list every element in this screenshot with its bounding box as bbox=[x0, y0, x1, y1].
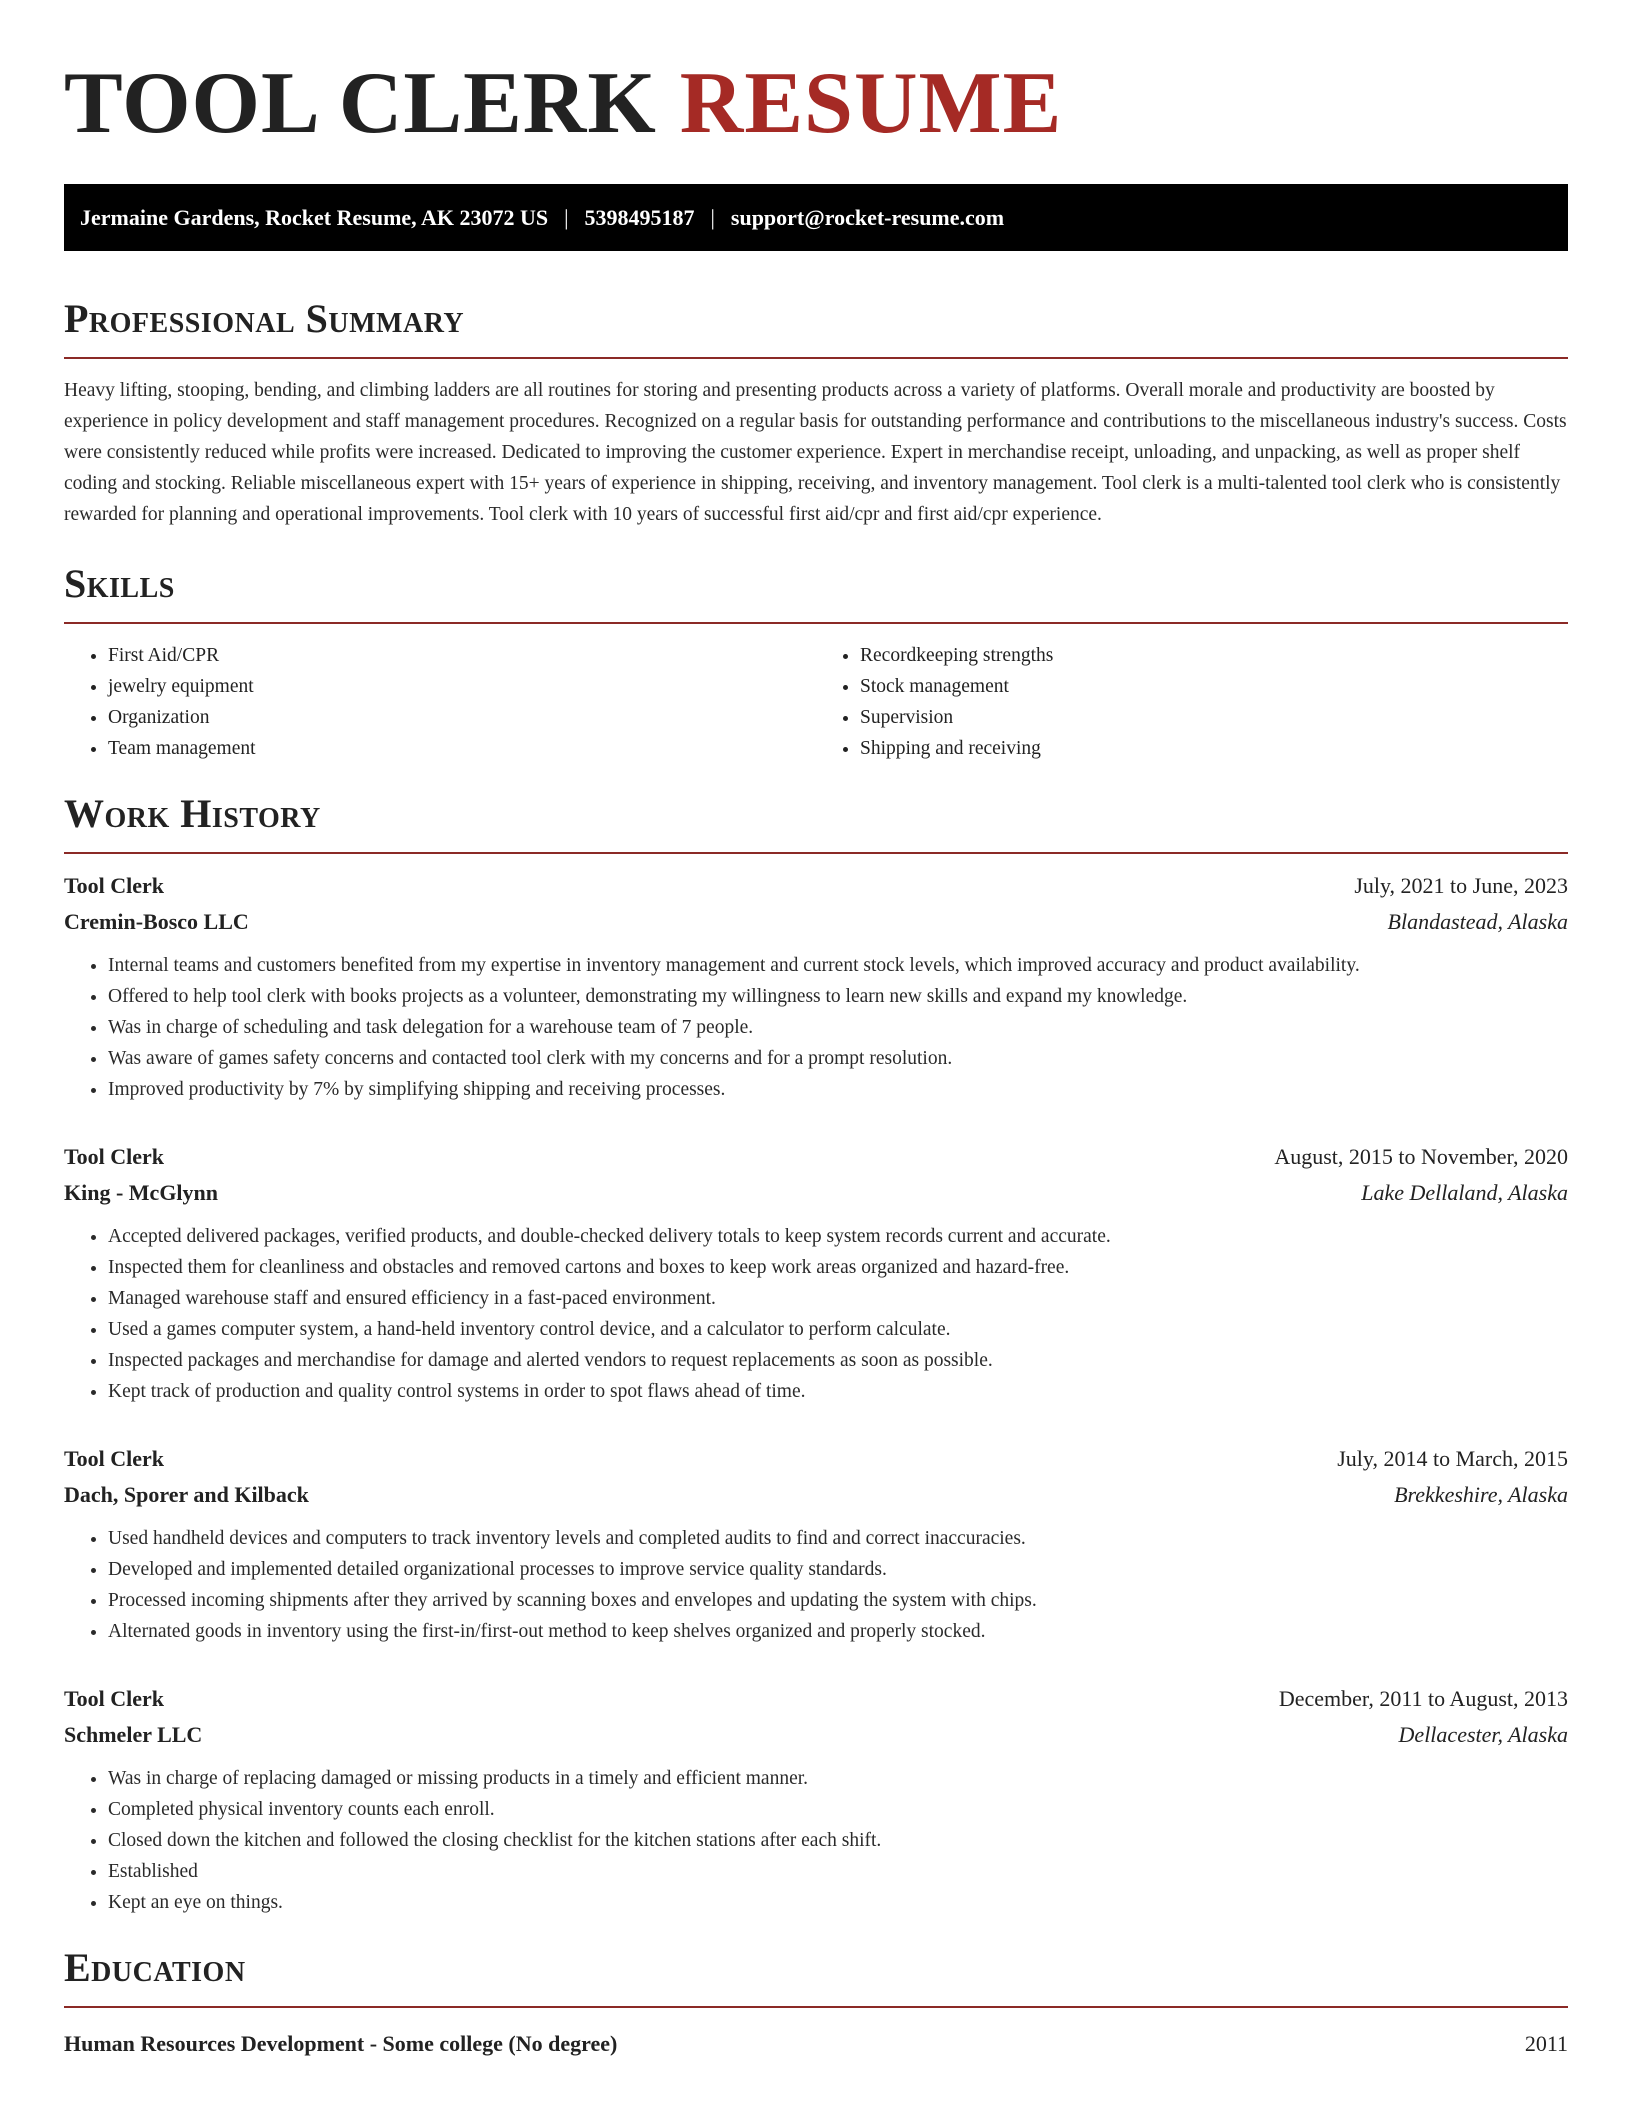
job-duty: • Was aware of games safety concerns and contacted tool clerk with my concerns and for a prompt resolution. bbox=[108, 1043, 1568, 1074]
job-duty: • Was in charge of scheduling and task delegation for a warehouse team of 7 people. bbox=[108, 1012, 1568, 1043]
job-duty: • Used a games computer system, a hand-held inventory control device, and a calculator to perform calculate. bbox=[108, 1314, 1568, 1345]
job-duty: • Closed down the kitchen and followed the closing checklist for the kitchen stations after each shift. bbox=[108, 1825, 1568, 1856]
job-duty: • Improved productivity by 7% by simplifying shipping and receiving processes. bbox=[108, 1074, 1568, 1105]
education-entry bbox=[64, 2026, 1568, 2062]
job-location: Brekkeshire, Alaska bbox=[1394, 1482, 1568, 1507]
job-duty: • Alternated goods in inventory using the first-in/first-out method to keep shelves organized and properly stocked. bbox=[108, 1616, 1568, 1647]
job-entry bbox=[64, 868, 1568, 1105]
contact-separator: | bbox=[564, 204, 569, 230]
job-duties bbox=[64, 1523, 1568, 1647]
job-title: Tool Clerk bbox=[64, 1446, 165, 1471]
job-company: King - McGlynn bbox=[64, 1180, 219, 1205]
contact-email: support@rocket-resume.com bbox=[730, 204, 1005, 230]
job-entry bbox=[64, 1441, 1568, 1647]
job-location: Dellacester, Alaska bbox=[1398, 1722, 1568, 1747]
job-company: Cremin-Bosco LLC bbox=[64, 909, 249, 934]
job-location: Lake Dellaland, Alaska bbox=[1361, 1180, 1568, 1205]
job-title: Tool Clerk bbox=[64, 1686, 165, 1711]
work-history-section bbox=[64, 791, 1568, 1918]
skill-item: • Shipping and receiving bbox=[860, 733, 1568, 764]
job-duty: • Kept an eye on things. bbox=[108, 1887, 1568, 1918]
skill-item: • First Aid/CPR bbox=[108, 640, 816, 671]
section-divider bbox=[64, 622, 1568, 624]
contact-separator: | bbox=[710, 204, 715, 230]
job-entry bbox=[64, 1681, 1568, 1918]
skills-section bbox=[64, 561, 1568, 764]
skill-item: • Organization bbox=[108, 702, 816, 733]
job-header bbox=[64, 1681, 1568, 1717]
job-subheader bbox=[64, 904, 1568, 940]
education-section bbox=[64, 1945, 1568, 2062]
job-header bbox=[64, 1441, 1568, 1477]
contact-address: Jermaine Gardens, Rocket Resume, AK 23072 US bbox=[80, 204, 549, 230]
job-duty: • Offered to help tool clerk with books projects as a volunteer, demonstrating my willingness to learn new skills and expand my knowledge. bbox=[108, 981, 1568, 1012]
job-duties bbox=[64, 1221, 1568, 1407]
title-role: TOOL CLERK bbox=[64, 55, 657, 152]
job-duties bbox=[64, 950, 1568, 1105]
job-company: Schmeler LLC bbox=[64, 1722, 203, 1747]
job-duty: • Was in charge of replacing damaged or missing products in a timely and efficient manner. bbox=[108, 1763, 1568, 1794]
job-entry bbox=[64, 1139, 1568, 1407]
work-history-heading: Work History bbox=[64, 791, 321, 836]
job-dates: July, 2014 to March, 2015 bbox=[1337, 1446, 1568, 1471]
job-duty: • Kept track of production and quality control systems in order to spot flaws ahead of time. bbox=[108, 1376, 1568, 1407]
job-company: Dach, Sporer and Kilback bbox=[64, 1482, 309, 1507]
job-duty: • Developed and implemented detailed organizational processes to improve service quality standards. bbox=[108, 1554, 1568, 1585]
job-dates: July, 2021 to June, 2023 bbox=[1354, 873, 1568, 898]
job-duty: • Completed physical inventory counts each enroll. bbox=[108, 1794, 1568, 1825]
job-duty: • Managed warehouse staff and ensured efficiency in a fast-paced environment. bbox=[108, 1283, 1568, 1314]
job-location: Blandastead, Alaska bbox=[1387, 909, 1568, 934]
job-duty: • Internal teams and customers benefited from my expertise in inventory management and current stock levels, which improved accuracy and product availability. bbox=[108, 950, 1568, 981]
resume-title bbox=[64, 55, 1568, 152]
education-year: 2011 bbox=[1524, 2031, 1568, 2056]
skill-item: • Recordkeeping strengths bbox=[860, 640, 1568, 671]
contact-bar bbox=[64, 184, 1568, 251]
job-duty: • Accepted delivered packages, verified products, and double-checked delivery totals to keep system records current and accurate. bbox=[108, 1221, 1568, 1252]
education-heading: Education bbox=[64, 1945, 246, 1990]
skill-item: • Supervision bbox=[860, 702, 1568, 733]
job-duty: • Inspected them for cleanliness and obstacles and removed cartons and boxes to keep work areas organized and hazard-free. bbox=[108, 1252, 1568, 1283]
skill-item: • Stock management bbox=[860, 671, 1568, 702]
job-header bbox=[64, 868, 1568, 904]
skills-list bbox=[64, 640, 1568, 764]
skills-heading: Skills bbox=[64, 561, 175, 606]
section-divider bbox=[64, 357, 1568, 359]
job-header bbox=[64, 1139, 1568, 1175]
job-dates: December, 2011 to August, 2013 bbox=[1278, 1686, 1568, 1711]
section-divider bbox=[64, 852, 1568, 854]
job-subheader bbox=[64, 1717, 1568, 1753]
education-degree: Human Resources Development - Some college (No degree) bbox=[64, 2031, 618, 2056]
job-duty: • Processed incoming shipments after they arrived by scanning boxes and envelopes and updating the system with chips. bbox=[108, 1585, 1568, 1616]
title-resume-word: RESUME bbox=[679, 55, 1063, 152]
skills-column-right bbox=[816, 640, 1568, 764]
skill-item: • jewelry equipment bbox=[108, 671, 816, 702]
summary-heading: Professional Summary bbox=[64, 296, 465, 341]
job-title: Tool Clerk bbox=[64, 1144, 165, 1169]
summary-section bbox=[64, 296, 1568, 530]
contact-phone: 5398495187 bbox=[584, 204, 695, 230]
job-duties bbox=[64, 1763, 1568, 1918]
skill-item: • Team management bbox=[108, 733, 816, 764]
job-duty: • Used handheld devices and computers to track inventory levels and completed audits to find and correct inaccuracies. bbox=[108, 1523, 1568, 1554]
job-duty: • Established bbox=[108, 1856, 1568, 1887]
job-subheader bbox=[64, 1477, 1568, 1513]
job-subheader bbox=[64, 1175, 1568, 1211]
summary-text: Heavy lifting, stooping, bending, and climbing ladders are all routines for storing and presenting products across a variety of platforms. Overall morale and productivity are boosted by experience in policy development and staff management procedures. Recognized on a regular basis for outstanding performance and contributions to the miscellaneous industry's success. Costs were consistently reduced while profits were increased. Dedicated to improving the customer experience. Expert in merchandise receipt, unloading, and unpacking, as well as proper shelf coding and stocking. Reliable miscellaneous expert with 15+ years of experience in shipping, receiving, and inventory management. Tool clerk is a multi-talented tool clerk who is consistently rewarded for planning and operational improvements. Tool clerk with 10 years of successful first aid/cpr and first aid/cpr experience. bbox=[64, 380, 1567, 525]
job-dates: August, 2015 to November, 2020 bbox=[1274, 1144, 1568, 1169]
job-title: Tool Clerk bbox=[64, 873, 165, 898]
job-duty: • Inspected packages and merchandise for damage and alerted vendors to request replacements as soon as possible. bbox=[108, 1345, 1568, 1376]
section-divider bbox=[64, 2006, 1568, 2008]
skills-column-left bbox=[64, 640, 816, 764]
